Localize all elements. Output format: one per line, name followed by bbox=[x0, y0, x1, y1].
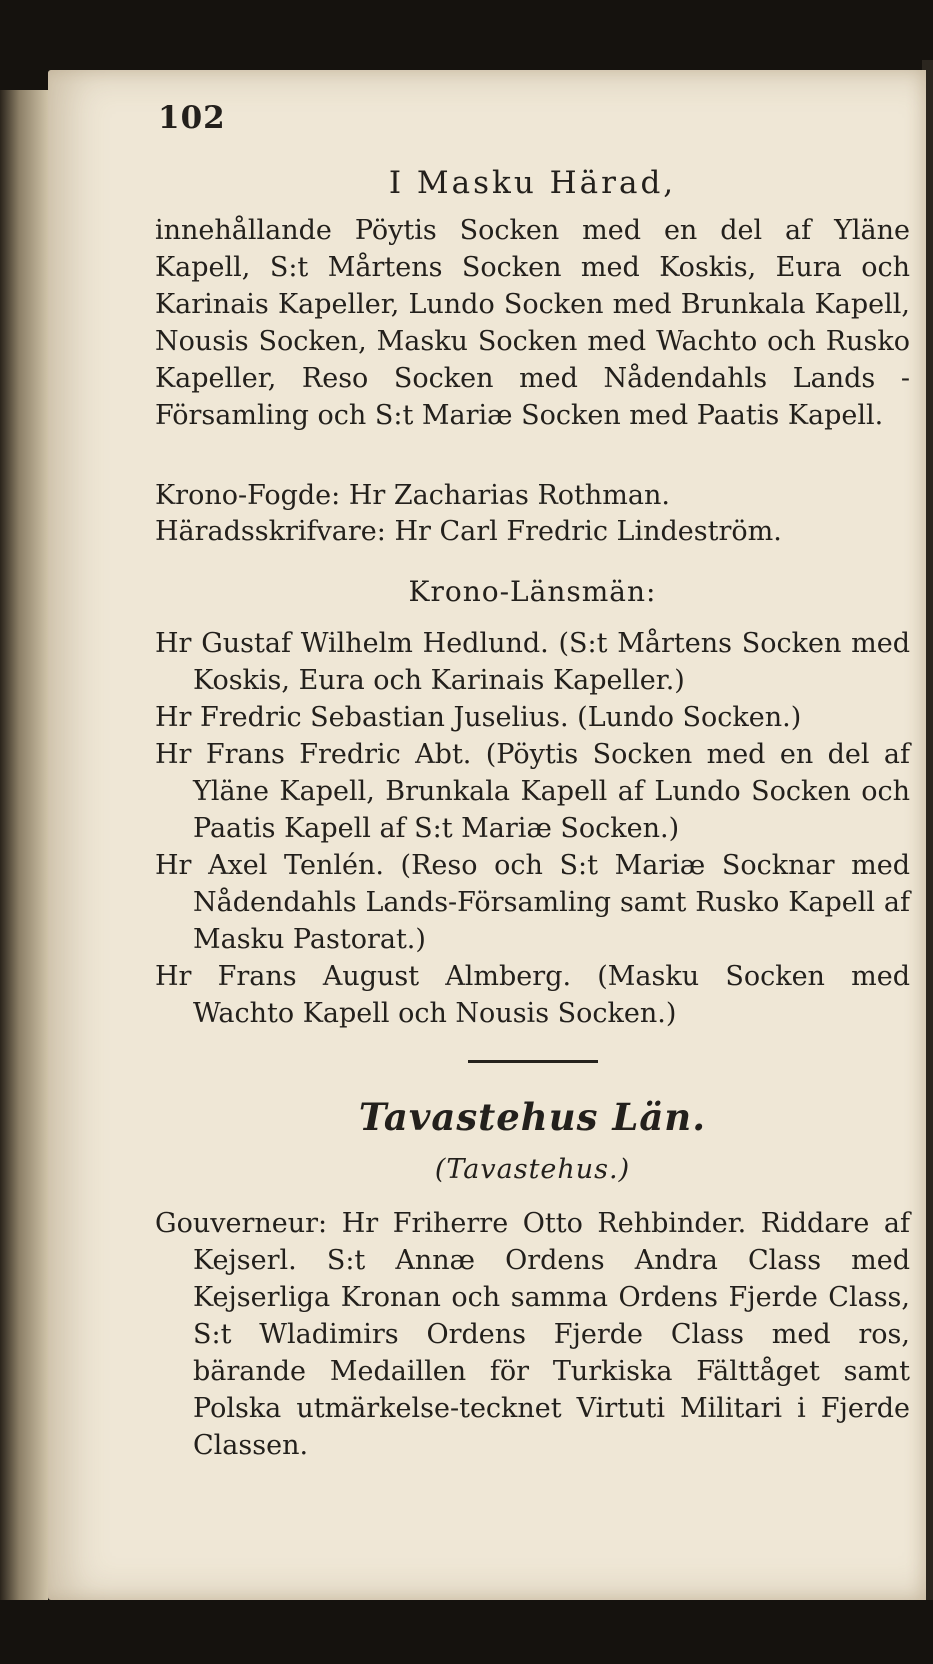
sheriff-entry: Hr Fredric Sebastian Juselius. (Lundo Socken.) bbox=[155, 702, 802, 733]
governor-entry: Gouverneur: Hr Friherre Otto Rehbinder. Riddare af Kejserl. S:t Annæ Ordens Andra Class med Kejserliga Kronan och samma Ordens Fjerde Class, S:t Wladimirs Ordens Fjerde Class med ros, bärande Medaillen för Turkiska Fälttåget samt Polska utmärkelse-tecknet Virtuti Militari i Fjerde Classen. bbox=[155, 1208, 910, 1461]
official-name: Hr Zacharias Rothman. bbox=[348, 480, 670, 511]
district-heading: I Masku Härad, bbox=[388, 165, 677, 201]
official-title: Häradsskrifvare: bbox=[155, 516, 386, 547]
page-number: 102 bbox=[158, 100, 226, 136]
section-divider bbox=[468, 1060, 598, 1063]
official-title: Krono-Fogde: bbox=[155, 480, 341, 511]
sheriffs-list bbox=[155, 625, 910, 1032]
book-spine-edge bbox=[0, 90, 48, 1600]
section-title: Tavastehus Län. bbox=[358, 1095, 707, 1139]
sheriff-entry: Hr Frans Fredric Abt. (Pöytis Socken med en del af Yläne Kapell, Brunkala Kapell af Lundo Socken och Paatis Kapell af S:t Mariæ Socken.) bbox=[155, 739, 910, 844]
sheriff-entry: Hr Gustaf Wilhelm Hedlund. (S:t Mårtens Socken med Koskis, Eura och Karinais Kapeller.) bbox=[155, 628, 910, 696]
official-row bbox=[155, 478, 910, 514]
sheriff-entry: Hr Frans August Almberg. (Masku Socken med Wachto Kapell och Nousis Socken.) bbox=[155, 961, 910, 1029]
officials-list bbox=[155, 478, 910, 550]
official-row bbox=[155, 514, 910, 550]
official-name: Hr Carl Fredric Lindeström. bbox=[394, 516, 782, 547]
district-description: innehållande Pöytis Socken med en del af Yläne Kapell, S:t Mårtens Socken med Koskis, Eura och Karinais Kapeller, Lundo Socken med Brunkala Kapell, Nousis Socken, Masku Socken med Wachto och Rusko Kapeller, Reso Socken med Nådendahls Lands - Församling och S:t Mariæ Socken med Paatis Kapell. bbox=[155, 215, 910, 431]
sheriff-entry: Hr Axel Tenlén. (Reso och S:t Mariæ Socknar med Nådendahls Lands-Församling samt Rusko Kapell af Masku Pastorat.) bbox=[155, 850, 910, 955]
sheriffs-heading: Krono-Länsmän: bbox=[408, 575, 657, 608]
section-subtitle: (Tavastehus.) bbox=[434, 1154, 631, 1185]
governor-block bbox=[155, 1205, 910, 1464]
book-page bbox=[48, 70, 926, 1600]
